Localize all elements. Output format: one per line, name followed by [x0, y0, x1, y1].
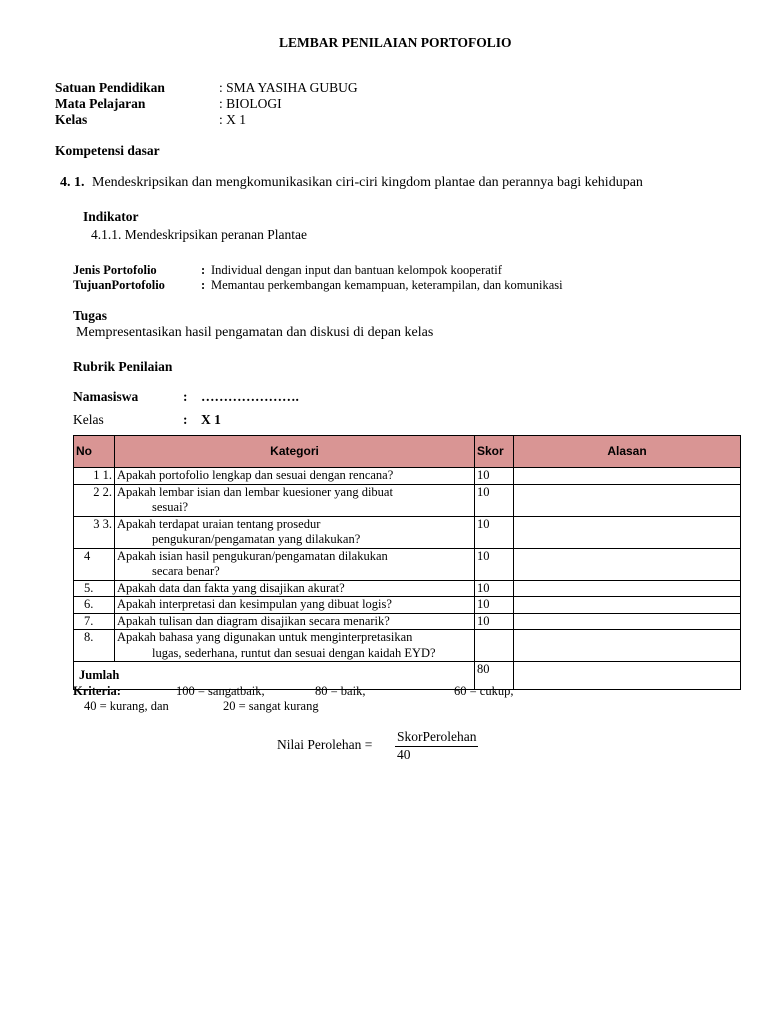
indikator-heading: Indikator: [83, 209, 139, 224]
kriteria-label: Kriteria:: [73, 684, 121, 698]
table-header-row: [74, 436, 741, 468]
identity-value-kelas: : X 1: [219, 112, 246, 127]
row-alasan: [514, 597, 741, 614]
row-kategori: [115, 597, 475, 614]
row-alasan: [514, 630, 741, 662]
row-kategori-line1: Apakah tulisan dan diagram disajikan secara menarik?: [117, 613, 390, 628]
header-skor: Skor: [475, 436, 514, 468]
identity-label-mapel: Mata Pelajaran: [55, 96, 146, 111]
row-no: 1 1.: [74, 468, 115, 485]
table-row: [74, 613, 741, 630]
row-kategori-line1: Apakah data dan fakta yang disajikan akurat?: [117, 580, 345, 595]
row-kategori-line1: Apakah terdapat uraian tentang prosedur: [117, 516, 321, 531]
tujuan-portofolio-label: TujuanPortofolio: [73, 278, 165, 292]
nama-siswa-colon: :: [183, 389, 188, 404]
row-kategori-line2: lugas, sederhana, runtut dan sesuai dengan kaidah EYD?: [152, 645, 436, 660]
jenis-portofolio-value: Individual dengan input dan bantuan kelompok kooperatif: [211, 263, 502, 277]
kriteria-item: 40 = kurang, dan: [84, 699, 169, 713]
row-skor: 10: [475, 580, 514, 597]
row-no: 4: [74, 548, 115, 580]
tujuan-portofolio-value: Memantau perkembangan kemampuan, keterampilan, dan komunikasi: [211, 278, 563, 292]
row-skor: 10: [475, 548, 514, 580]
row-skor: 10: [475, 468, 514, 485]
identity-label-kelas: Kelas: [55, 112, 88, 127]
row-no: 7.: [74, 613, 115, 630]
row-kategori: [115, 516, 475, 548]
row-no: 2 2.: [74, 484, 115, 516]
formula-fraction: [395, 729, 478, 763]
table-row: [74, 597, 741, 614]
tugas-heading: Tugas: [73, 308, 108, 323]
row-skor: 10: [475, 484, 514, 516]
row-kategori-line2: sesuai?: [152, 500, 189, 514]
row-no: 3 3.: [74, 516, 115, 548]
table-row: [74, 516, 741, 548]
jenis-portofolio-colon: :: [201, 263, 206, 277]
row-kategori: [115, 630, 475, 662]
table-row: [74, 580, 741, 597]
row-kategori: [115, 548, 475, 580]
row-no: 5.: [74, 580, 115, 597]
row-kategori-line1: Apakah bahasa yang digunakan untuk menginterpretasikan: [117, 630, 413, 644]
tujuan-portofolio-colon: :: [201, 278, 206, 292]
rubrik-kelas-label: Kelas: [73, 412, 104, 427]
kd-number: 4. 1.: [60, 175, 85, 190]
row-no: 6.: [74, 597, 115, 614]
table-row: [74, 484, 741, 516]
row-no: 8.: [74, 630, 115, 662]
indikator-text: 4.1.1. Mendeskripsikan peranan Plantae: [91, 227, 307, 242]
rubrik-kelas-colon: :: [183, 412, 188, 427]
identity-value-satuan: : SMA YASIHA GUBUG: [219, 80, 358, 95]
table-total-row: [74, 662, 741, 690]
row-kategori-line2: pengukuran/pengamatan yang dilakukan?: [152, 532, 361, 546]
identity-value-mapel: : BIOLOGI: [219, 96, 282, 111]
table-row: [74, 468, 741, 485]
nama-siswa-label: Namasiswa: [73, 389, 139, 404]
rubrik-kelas-value: X 1: [201, 412, 221, 427]
row-kategori: [115, 484, 475, 516]
identity-label-satuan: Satuan Pendidikan: [55, 80, 165, 95]
formula-lhs: Nilai Perolehan =: [277, 737, 373, 752]
header-alasan: Alasan: [514, 436, 741, 468]
row-kategori-line1: Apakah isian hasil pengukuran/pengamatan dilakukan: [117, 548, 388, 563]
header-no: No: [74, 436, 115, 468]
jenis-portofolio-label: Jenis Portofolio: [73, 263, 157, 277]
row-kategori-line2: secara benar?: [152, 564, 220, 578]
row-skor: [475, 630, 514, 662]
page-title: LEMBAR PENILAIAN PORTOFOLIO: [279, 35, 512, 50]
row-alasan: [514, 468, 741, 485]
nama-siswa-value: ………………….: [201, 389, 299, 404]
total-value: 80: [475, 662, 514, 690]
header-kategori: Kategori: [115, 436, 475, 468]
kriteria-item: 80 = baik,: [315, 684, 366, 698]
kriteria-item: 60 = cukup,: [454, 684, 514, 698]
rubric-table: [73, 435, 741, 690]
formula-numerator: SkorPerolehan: [395, 729, 478, 747]
kd-heading: Kompetensi dasar: [55, 143, 160, 158]
row-alasan: [514, 613, 741, 630]
row-skor: 10: [475, 597, 514, 614]
row-kategori-line1: Apakah portofolio lengkap dan sesuai dengan rencana?: [117, 468, 394, 482]
tugas-text: Mempresentasikan hasil pengamatan dan diskusi di depan kelas: [76, 325, 434, 340]
kd-text: Mendeskripsikan dan mengkomunikasikan ciri-ciri kingdom plantae dan perannya bagi kehidupan: [92, 175, 643, 190]
formula-denominator: 40: [397, 747, 411, 762]
row-alasan: [514, 484, 741, 516]
kriteria-item: 100 = sangatbaik,: [176, 684, 265, 698]
table-row: [74, 548, 741, 580]
row-skor: 10: [475, 516, 514, 548]
kriteria-item: 20 = sangat kurang: [223, 699, 319, 713]
row-kategori: [115, 468, 475, 485]
table-row: [74, 630, 741, 662]
row-alasan: [514, 516, 741, 548]
row-alasan: [514, 548, 741, 580]
row-alasan: [514, 580, 741, 597]
row-kategori: [115, 613, 475, 630]
row-kategori-line1: Apakah interpretasi dan kesimpulan yang dibuat logis?: [117, 597, 392, 611]
row-kategori: [115, 580, 475, 597]
total-alasan: [514, 662, 741, 690]
total-label: Jumlah: [74, 662, 475, 690]
rubrik-heading: Rubrik Penilaian: [73, 359, 173, 374]
row-skor: 10: [475, 613, 514, 630]
row-kategori-line1: Apakah lembar isian dan lembar kuesioner yang dibuat: [117, 484, 393, 499]
